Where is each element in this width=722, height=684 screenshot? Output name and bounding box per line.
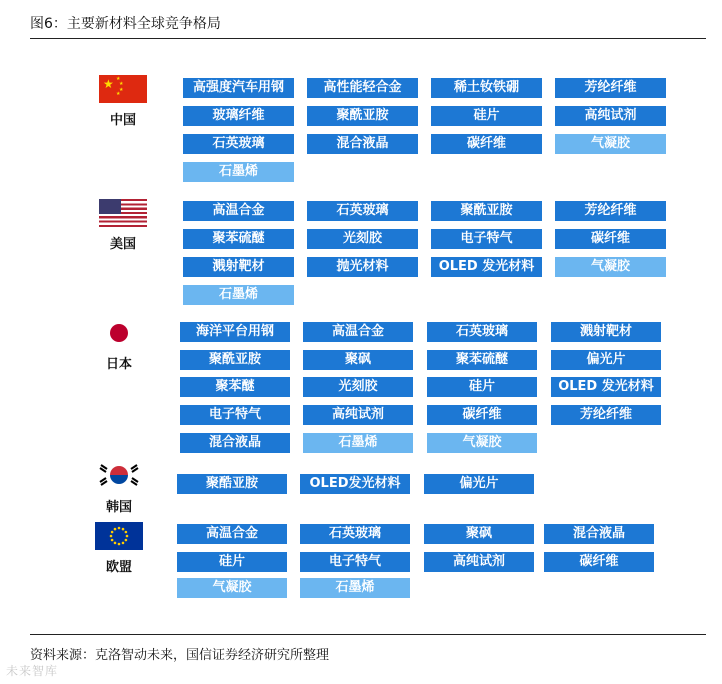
material-tag: 石英玻璃 [183,134,294,154]
material-tag: 石墨烯 [183,162,294,182]
material-tag: 聚酷亚胺 [177,474,287,494]
japan-flag-icon [97,319,141,347]
eu-flag-icon [95,522,143,550]
material-tag: 石墨烯 [183,285,294,305]
material-tag: OLED 发光材料 [551,377,661,397]
material-tag: 高纯试剂 [424,552,534,572]
material-tag: OLED 发光材料 [431,257,542,277]
country-usa [93,199,153,252]
country-eu [89,522,149,575]
material-tag: 混合液晶 [307,134,418,154]
material-tag: 电子特气 [180,405,290,425]
material-tag: 聚砜 [424,524,534,544]
material-tag: 芳纶纤维 [555,78,666,98]
country-name: 日本 [105,357,132,372]
material-tag: 硅片 [431,106,542,126]
material-tag: 溅射靶材 [551,322,661,342]
material-tag: 高性能轻合金 [307,78,418,98]
china-flag-icon: ★ ★ ★ ★ ★ [99,75,147,103]
material-tag: 光刻胶 [307,229,418,249]
country-japan [89,319,149,372]
country-name: 韩国 [105,500,132,515]
material-tag: 聚苯硫醚 [427,350,537,370]
material-tag: 硅片 [177,552,287,572]
material-tag: 电子特气 [431,229,542,249]
material-tag: 高纯试剂 [303,405,413,425]
material-tag: 高温合金 [183,201,294,221]
material-tag: 芳纶纤维 [551,405,661,425]
material-tag: 聚砜 [303,350,413,370]
country-china [93,75,153,128]
material-tag: 聚苯醚 [180,377,290,397]
material-tag: 高强度汽车用钢 [183,78,294,98]
material-tag: 抛光材料 [307,257,418,277]
bottom-rule [30,634,706,635]
country-name: 欧盟 [105,560,132,575]
material-tag: 硅片 [427,377,537,397]
material-tag: 聚苯硫醚 [183,229,294,249]
material-tag: 聚酰亚胺 [180,350,290,370]
material-tag: 偏光片 [424,474,534,494]
usa-flag-icon [99,199,147,227]
watermark-logo: 未来智库 [6,664,59,678]
material-tag: 高温合金 [177,524,287,544]
material-tag: 石英玻璃 [300,524,410,544]
material-tag: 气凝胶 [427,433,537,453]
material-tag: 玻璃纤维 [183,106,294,126]
top-rule [30,38,706,39]
material-tag: OLED发光材料 [300,474,410,494]
material-tag: 偏光片 [551,350,661,370]
source-note: 资料来源：克洛智动未来，国信证券经济研究所整理 [30,648,330,663]
material-tag: 石英玻璃 [427,322,537,342]
material-tag: 碳纤维 [544,552,654,572]
material-tag: 稀土钕铁硼 [431,78,542,98]
country-korea [89,460,149,515]
material-tag: 石墨烯 [303,433,413,453]
material-tag: 碳纤维 [427,405,537,425]
material-tag: 光刻胶 [303,377,413,397]
material-tag: 碳纤维 [555,229,666,249]
country-name: 美国 [109,237,136,252]
material-tag: 芳纶纤维 [555,201,666,221]
material-tag: 溅射靶材 [183,257,294,277]
material-tag: 海洋平台用钢 [180,322,290,342]
material-tag: 聚酰亚胺 [431,201,542,221]
material-tag: 石墨烯 [300,578,410,598]
material-tag: 高温合金 [303,322,413,342]
material-tag: 混合液晶 [180,433,290,453]
material-tag: 电子特气 [300,552,410,572]
material-tag: 气凝胶 [555,134,666,154]
material-tag: 气凝胶 [555,257,666,277]
korea-flag-icon [97,460,141,490]
material-tag: 聚酰亚胺 [307,106,418,126]
material-tag: 石英玻璃 [307,201,418,221]
country-name: 中国 [109,113,136,128]
material-tag: 气凝胶 [177,578,287,598]
figure-title: 图6：主要新材料全球竞争格局 [30,16,221,32]
trigram-marks [97,460,141,490]
material-tag: 碳纤维 [431,134,542,154]
eu-stars [95,522,143,550]
material-tag: 混合液晶 [544,524,654,544]
material-tag: 高纯试剂 [555,106,666,126]
